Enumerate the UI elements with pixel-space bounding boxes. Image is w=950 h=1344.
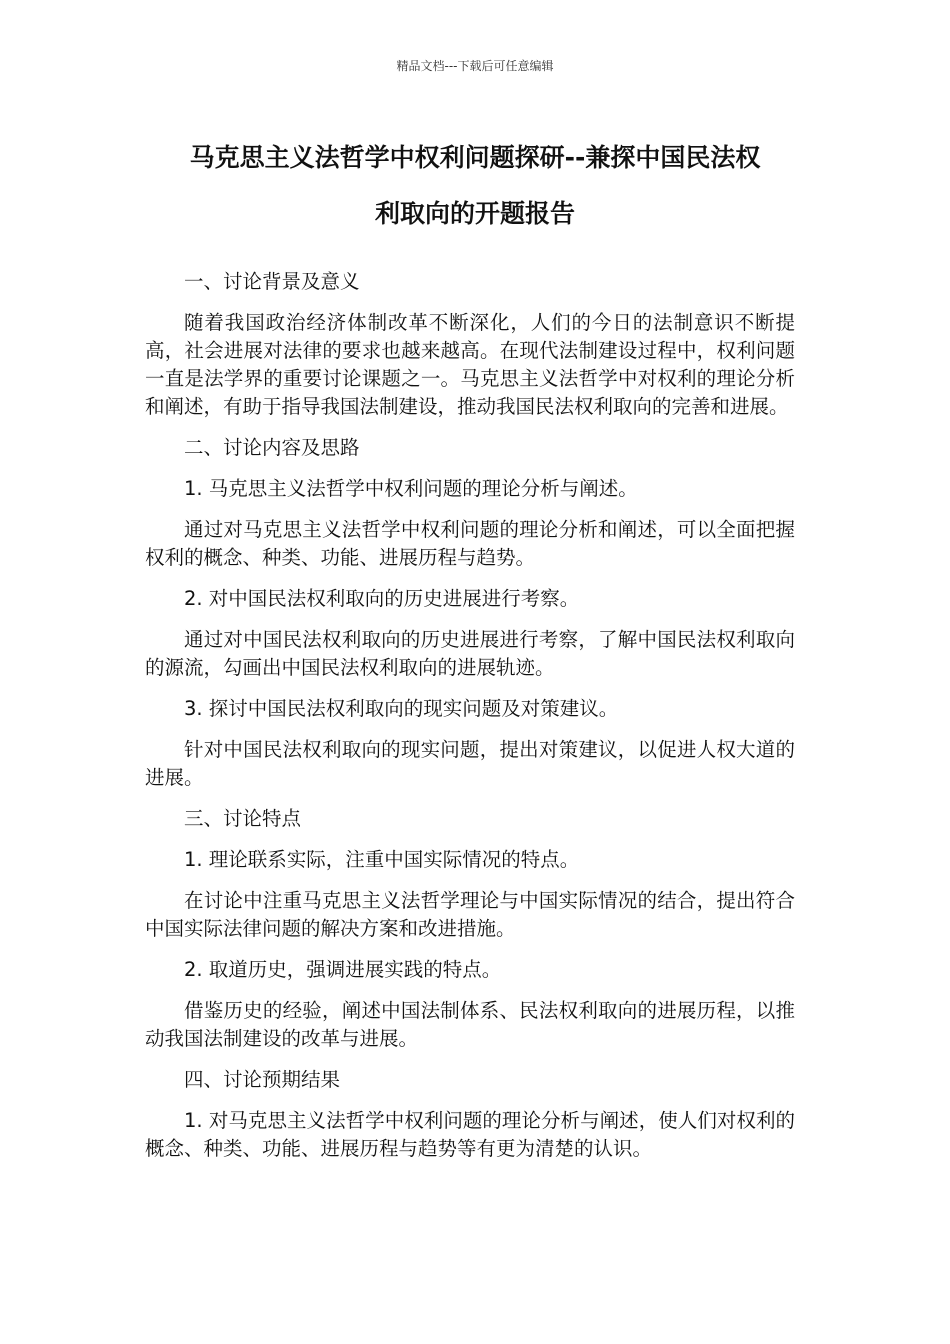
header-note: 精品文档---下载后可任意编辑 (396, 59, 554, 73)
paragraph-background: 随着我国政治经济体制改革不断深化，人们的今日的法制意识不断提高，社会进展对法律的要求也越来越高。在现代法制建设过程中，权利问题一直是法学界的重要讨论课题之一。马克思主义法哲学中对权利的理论分析和阐述，有助于指导我国法制建设，推动我国民法权利取向的完善和进展。 (145, 311, 795, 418)
title-line-2: 利取向的开题报告 (374, 199, 575, 228)
paragraph-feature-2: 借鉴历史的经验，阐述中国法制体系、民法权利取向的进展历程，以推动我国法制建设的改革与进展。 (145, 999, 795, 1050)
list-item-3: 3. 探讨中国民法权利取向的现实问题及对策建议。 (184, 697, 619, 720)
paragraph-item-3: 针对中国民法权利取向的现实问题，提出对策建议，以促进人权大道的进展。 (145, 738, 795, 789)
result-item-1: 1. 对马克思主义法哲学中权利问题的理论分析与阐述，使人们对权利的概念、种类、功能、进展历程与趋势等有更为清楚的认识。 (145, 1109, 795, 1160)
list-item-2: 2. 对中国民法权利取向的历史进展进行考察。 (184, 587, 580, 610)
document-body (145, 268, 795, 1176)
paragraph-item-1: 通过对马克思主义法哲学中权利问题的理论分析和阐述，可以全面把握权利的概念、种类、功能、进展历程与趋势。 (145, 518, 795, 569)
section-heading-content: 二、讨论内容及思路 (184, 436, 360, 459)
section-heading-results: 四、讨论预期结果 (184, 1068, 341, 1091)
document-title (135, 130, 815, 242)
feature-item-1: 1. 理论联系实际，注重中国实际情况的特点。 (184, 848, 580, 871)
section-heading-features: 三、讨论特点 (184, 807, 302, 830)
title-line-1: 马克思主义法哲学中权利问题探研--兼探中国民法权 (189, 143, 761, 172)
list-item-1: 1. 马克思主义法哲学中权利问题的理论分析与阐述。 (184, 477, 638, 500)
section-heading-background: 一、讨论背景及意义 (184, 270, 360, 293)
paragraph-feature-1: 在讨论中注重马克思主义法哲学理论与中国实际情况的结合，提出符合中国实际法律问题的解决方案和改进措施。 (145, 889, 795, 940)
paragraph-item-2: 通过对中国民法权利取向的历史进展进行考察，了解中国民法权利取向的源流，勾画出中国民法权利取向的进展轨迹。 (145, 628, 795, 679)
feature-item-2: 2. 取道历史，强调进展实践的特点。 (184, 958, 502, 981)
